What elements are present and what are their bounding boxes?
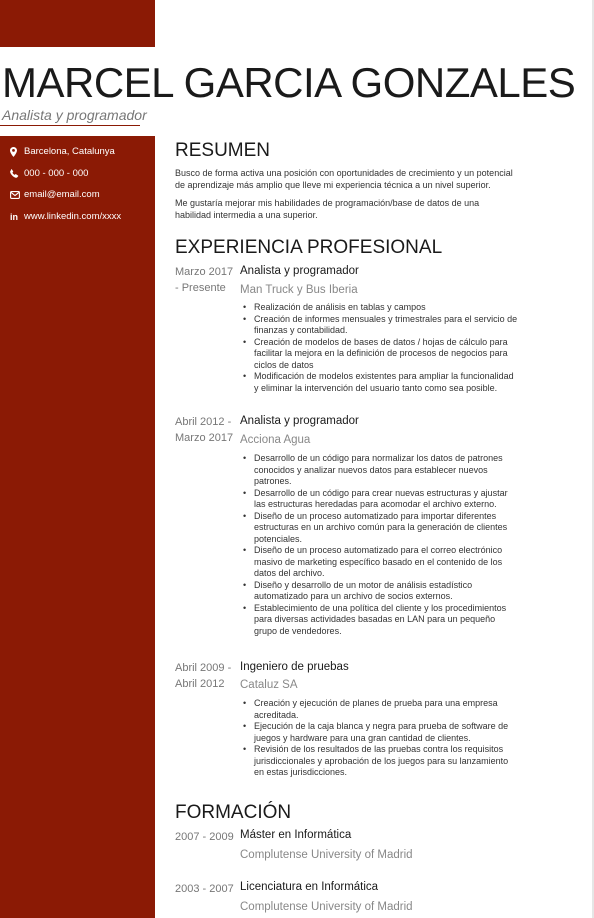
job-date-end: Abril 2012 (175, 678, 225, 690)
summary-heading: RESUMEN (175, 140, 271, 161)
job-date-start: Abril 2009 - (175, 662, 232, 674)
contact-linkedin[interactable] (10, 211, 121, 222)
contact-email[interactable] (10, 189, 100, 200)
contact-linkedin-text[interactable]: www.linkedin.com/xxxx (24, 211, 122, 222)
summary-paragraph: Busco de forma activa una posición con oportunidades de crecimiento y un potencial de aprendizaje más amplio que lleve mi experiencia técnica a un nivel superior. (175, 168, 513, 190)
email-icon (10, 190, 22, 200)
title-divider (0, 125, 140, 126)
job-date (175, 264, 237, 296)
job-company: Acciona Agua (240, 434, 311, 446)
job-bullet: • Realización de análisis en tablas y campos (240, 302, 520, 314)
education-date: 2007 - 2009 (175, 831, 234, 843)
candidate-name: MARCEL GARCIA GONZALES (2, 59, 576, 106)
job-company: Cataluz SA (240, 679, 298, 691)
education-degree: Licenciatura en Informática (240, 881, 379, 893)
sidebar (0, 136, 155, 918)
education-school: Complutense University of Madrid (240, 849, 413, 861)
job-bullet: • Desarrollo de un código para crear nuevas estructuras y ajustar las estructuras heredadas para acomodar el archivo externo. (240, 488, 520, 511)
contact-phone-text: 000 - 000 - 000 (24, 168, 89, 179)
job-bullets (240, 302, 520, 394)
job-bullet: • Ejecución de la caja blanca y negra para prueba de software de juegos y hardware para una gran cantidad de clientes. (240, 721, 520, 744)
job-bullet: • Modificación de modelos existentes para ampliar la funcionalidad y eliminar la intervención del usuario tanto como sea posible. (240, 371, 520, 394)
education-heading: FORMACIÓN (175, 802, 292, 823)
contact-location-text: Barcelona, Catalunya (24, 146, 115, 157)
job-role: Analista y programador (240, 415, 359, 427)
job-bullet: • Creación de modelos de bases de datos / hojas de cálculo para facilitar la mejora en la definición de procesos de negocios para ciclos de datos (240, 337, 520, 372)
job-date-start: Marzo 2017 (175, 266, 234, 278)
experience-heading: EXPERIENCIA PROFESIONAL (175, 237, 443, 258)
job-bullet: • Establecimiento de una política del cliente y los procedimientos para diversas actividades basadas en LAN para un pequeño grupo de vendedores. (240, 603, 520, 638)
candidate-title: Analista y programador (2, 107, 147, 123)
job-date-end: - Presente (175, 282, 226, 294)
job-bullet: • Diseño y desarrollo de un motor de análisis estadístico automatizado para un archivo de socios externos. (240, 580, 520, 603)
job-bullets (240, 453, 520, 637)
contact-email-text[interactable]: email@email.com (24, 189, 100, 200)
map-marker-icon (10, 147, 22, 157)
job-bullet: • Diseño de un proceso automatizado para el correo electrónico masivo de marketing específico basado en el contenido de los datos del archivo. (240, 545, 520, 580)
job-date-start: Abril 2012 - (175, 416, 232, 428)
phone-icon (10, 169, 22, 179)
job-date (175, 414, 237, 446)
job-bullets (240, 698, 520, 779)
contact-location (10, 146, 115, 157)
header-accent-band (0, 0, 155, 47)
education-school: Complutense University of Madrid (240, 901, 413, 913)
job-bullet: • Creación de informes mensuales y trimestrales para el servicio de finanzas y contabilidad. (240, 314, 520, 337)
job-date-end: Marzo 2017 (175, 432, 234, 444)
job-bullet: • Diseño de un proceso automatizado para importar diferentes estructuras en un archivo común para la generación de clientes potenciales. (240, 511, 520, 546)
job-role: Ingeniero de pruebas (240, 661, 349, 673)
summary-paragraph: Me gustaría mejorar mis habilidades de programación/base de datos de una habilidad intermedia a una superior. (175, 198, 480, 220)
job-date (175, 660, 237, 692)
job-company: Man Truck y Bus Iberia (240, 284, 358, 296)
contact-phone (10, 168, 88, 179)
job-role: Analista y programador (240, 265, 359, 277)
job-bullet: • Creación y ejecución de planes de prueba para una empresa acreditada. (240, 698, 520, 721)
job-bullet: • Desarrollo de un código para normalizar los datos de patrones conocidos y analizar nuevos datos para establecer nuevos patrones. (240, 453, 520, 488)
education-degree: Máster en Informática (240, 829, 352, 841)
job-bullet: • Revisión de los resultados de las pruebas contra los requisitos jurisdiccionales y aprobación de los juegos para su lanzamiento en estas jurisdicciones. (240, 744, 520, 779)
linkedin-icon: in (10, 211, 18, 222)
education-date: 2003 - 2007 (175, 883, 234, 895)
